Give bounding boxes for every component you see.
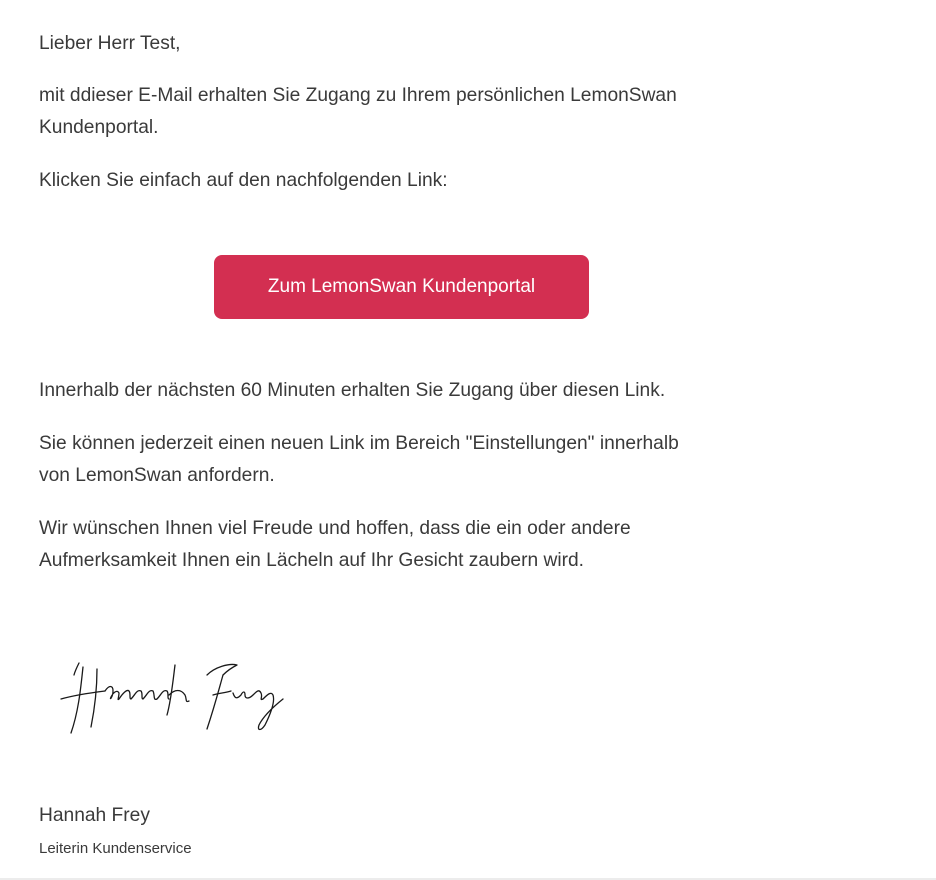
instruction-text: Klicken Sie einfach auf den nachfolgenden Link: <box>39 170 448 191</box>
sender-role: Leiterin Kundenservice <box>39 840 192 857</box>
settings-line-2: von LemonSwan anfordern. <box>39 465 275 486</box>
validity-text: Innerhalb der nächsten 60 Minuten erhalten Sie Zugang über diesen Link. <box>39 380 666 401</box>
sender-name: Hannah Frey <box>39 805 150 826</box>
kundenportal-button[interactable]: Zum LemonSwan Kundenportal <box>214 255 589 319</box>
settings-line-1: Sie können jederzeit einen neuen Link im Bereich "Einstellungen" innerhalb <box>39 433 679 454</box>
handwritten-signature <box>57 655 297 745</box>
intro-line-2: Kundenportal. <box>39 117 159 138</box>
wishes-line-1: Wir wünschen Ihnen viel Freude und hoffen, dass die ein oder andere <box>39 518 631 539</box>
greeting: Lieber Herr Test, <box>39 33 181 54</box>
wishes-line-2: Aufmerksamkeit Ihnen ein Lächeln auf Ihr Gesicht zaubern wird. <box>39 550 584 571</box>
cta-container <box>214 255 589 319</box>
intro-line-1: mit ddieser E-Mail erhalten Sie Zugang zu Ihrem persönlichen LemonSwan <box>39 85 677 106</box>
